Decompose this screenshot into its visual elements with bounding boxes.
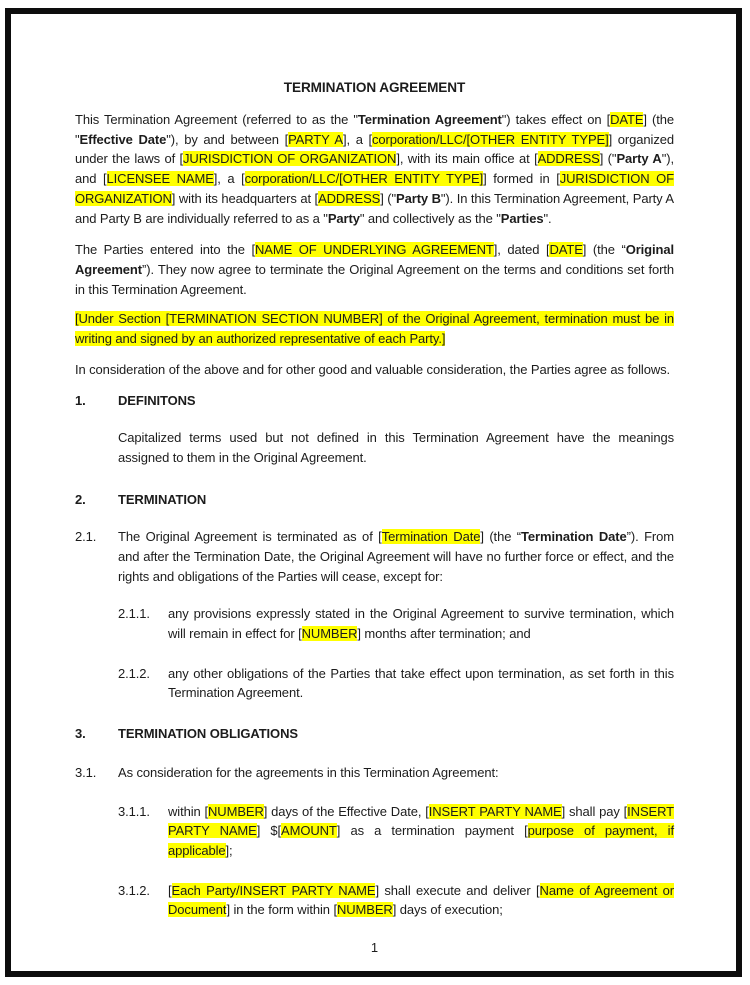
text-run: "), and [ <box>75 151 674 187</box>
text-run: Capitalized terms used but not defined in this Termination Agreement have the meanings assigned to them in the Original Agreement. <box>118 430 674 465</box>
highlighted-placeholder: [Under Section [TERMINATION SECTION NUMBER] of the Original Agreement, termination must be in writing and signed by an authorized representative of each Party.] <box>75 311 674 347</box>
highlighted-placeholder: JURISDICTION OF ORGANIZATION <box>183 151 397 167</box>
clause-number: 2.1.1. <box>118 606 150 622</box>
highlighted-placeholder: Each Party/INSERT PARTY NAME <box>171 882 376 898</box>
defined-term: Party B <box>396 190 441 206</box>
text-run: ] (the “ <box>480 529 522 545</box>
section-number: 1. <box>75 393 86 409</box>
highlighted-placeholder: DATE <box>610 112 644 127</box>
text-run: any other obligations of the Parties that take effect upon termination, as set forth in this Termination Agreement. <box>168 665 674 701</box>
defined-term: Party <box>327 210 360 226</box>
clause-number: 2.1.2. <box>118 665 150 681</box>
clause-number: 3.1. <box>75 764 97 780</box>
text-run: [ <box>168 882 172 898</box>
text-run: ] months after termination; and <box>357 626 531 642</box>
highlighted-placeholder: purpose of payment, if applicable <box>168 823 674 858</box>
highlighted-placeholder: corporation/LLC/[OTHER ENTITY TYPE] <box>372 131 609 147</box>
highlighted-placeholder: ADDRESS <box>318 190 381 206</box>
text-run: ]; <box>225 842 233 858</box>
text-run: "). In this Termination Agreement, Party A and Party B are individually referred to as a " <box>75 190 674 226</box>
text-run: ] shall pay [ <box>561 803 628 819</box>
text-run: ] shall execute and deliver [ <box>375 882 540 898</box>
text-run: ], dated [ <box>493 242 550 258</box>
highlighted-placeholder: INSERT PARTY NAME <box>428 803 562 819</box>
section-heading-text: TERMINATION OBLIGATIONS <box>118 726 298 742</box>
clause-text <box>168 881 674 920</box>
text-run: The Original Agreement is terminated as of [ <box>118 529 382 545</box>
text-run: ”). From and after the Termination Date, the Original Agreement will have no further force or effect, and the rights and obligations of the Parties will cease, except for: <box>118 529 675 584</box>
section-2-heading <box>75 490 674 510</box>
text-run: within [ <box>168 803 209 819</box>
text-run: In consideration of the above and for other good and valuable consideration, the Parties agree as follows. <box>75 361 671 377</box>
section-number: 2. <box>75 491 86 507</box>
text-run: The Parties entered into the [ <box>75 242 255 258</box>
consideration-paragraph <box>75 360 674 380</box>
highlighted-placeholder: LICENSEE NAME <box>106 171 214 187</box>
clause-2-1 <box>75 527 674 586</box>
text-run: ] (" <box>599 151 617 167</box>
highlighted-placeholder: NUMBER <box>336 902 393 918</box>
text-run: ], a [ <box>213 171 245 187</box>
highlighted-placeholder: NUMBER <box>301 626 358 642</box>
clause-3-1 <box>75 763 674 783</box>
text-run: ] (the " <box>75 112 674 147</box>
clause-text <box>168 604 674 643</box>
text-run: ". <box>543 210 552 226</box>
highlighted-placeholder: Name of Agreement or Document <box>168 882 674 918</box>
section-heading-text: TERMINATION <box>118 491 207 507</box>
text-run: any provisions expressly stated in the Original Agreement to survive termination, which will remain in effect for [ <box>168 606 674 642</box>
clause-number: 3.1.2. <box>118 882 150 898</box>
definitions-body-paragraph <box>118 428 674 467</box>
document-title: TERMINATION AGREEMENT <box>283 80 466 95</box>
clause-number: 3.1.1. <box>118 803 150 819</box>
text-run: This Termination Agreement (referred to as the " <box>75 112 358 127</box>
clause-text <box>168 664 674 703</box>
text-run: ], a [ <box>343 131 373 147</box>
clause-2-1-1 <box>75 604 674 643</box>
clause-text <box>118 527 674 586</box>
clause-number: 2.1. <box>75 529 97 545</box>
underlying-agreement-paragraph <box>75 240 674 299</box>
text-run: ] formed in [ <box>483 171 560 187</box>
clause-3-1-2 <box>75 881 674 920</box>
clause-text <box>168 802 674 861</box>
text-run: ”). They now agree to terminate the Original Agreement on the terms and conditions set forth in this Termination Agreement. <box>75 261 674 297</box>
highlighted-placeholder: NAME OF UNDERLYING AGREEMENT <box>255 242 494 258</box>
highlighted-placeholder: DATE <box>549 242 583 258</box>
clause-text <box>118 763 674 783</box>
intro-paragraph <box>75 110 674 228</box>
page-border <box>5 8 742 977</box>
section-number: 3. <box>75 726 86 742</box>
text-run: ") takes effect on [ <box>501 112 611 127</box>
text-run: "), by and between [ <box>166 131 289 147</box>
section-3-heading <box>75 724 674 744</box>
text-run: ], with its main office at [ <box>396 151 538 167</box>
highlighted-placeholder: ADDRESS <box>537 151 600 167</box>
text-run: ] days of the Effective Date, [ <box>263 803 429 819</box>
highlighted-placeholder: JURISDICTION OF ORGANIZATION <box>75 171 674 206</box>
clause-2-1-2 <box>75 664 674 703</box>
text-run: ] $[ <box>256 823 282 839</box>
termination-notice-paragraph <box>75 309 674 348</box>
text-run: ] (" <box>380 190 397 206</box>
text-run: ] as a termination payment [ <box>336 823 528 839</box>
defined-term: Party A <box>616 151 662 167</box>
text-run: ] days of execution; <box>392 902 503 918</box>
highlighted-placeholder: corporation/LLC/[OTHER ENTITY TYPE] <box>244 171 484 187</box>
text-run: ] in the form within [ <box>226 902 337 918</box>
highlighted-placeholder: AMOUNT <box>281 823 337 839</box>
highlighted-placeholder: INSERT PARTY NAME <box>168 803 674 839</box>
text-run: " and collectively as the " <box>359 210 501 226</box>
highlighted-placeholder: Termination Date <box>381 529 481 545</box>
highlighted-placeholder: PARTY A <box>288 131 344 147</box>
defined-term: Termination Agreement <box>357 112 502 127</box>
defined-term: Effective Date <box>79 131 167 147</box>
clause-3-1-1 <box>75 802 674 861</box>
defined-term: Original Agreement <box>75 242 675 277</box>
text-run: ] with its headquarters at [ <box>171 190 319 206</box>
page-number: 1 <box>370 940 379 956</box>
defined-term: Termination Date <box>521 529 627 545</box>
text-run: As consideration for the agreements in this Termination Agreement: <box>118 764 499 780</box>
section-1-heading <box>75 391 674 411</box>
defined-term: Parties <box>500 210 544 226</box>
section-heading-text: DEFINITONS <box>118 393 196 409</box>
document-page <box>11 14 736 971</box>
text-run: ] organized under the laws of [ <box>75 131 674 167</box>
highlighted-placeholder: NUMBER <box>208 803 264 819</box>
text-run: ] (the “ <box>582 242 626 258</box>
